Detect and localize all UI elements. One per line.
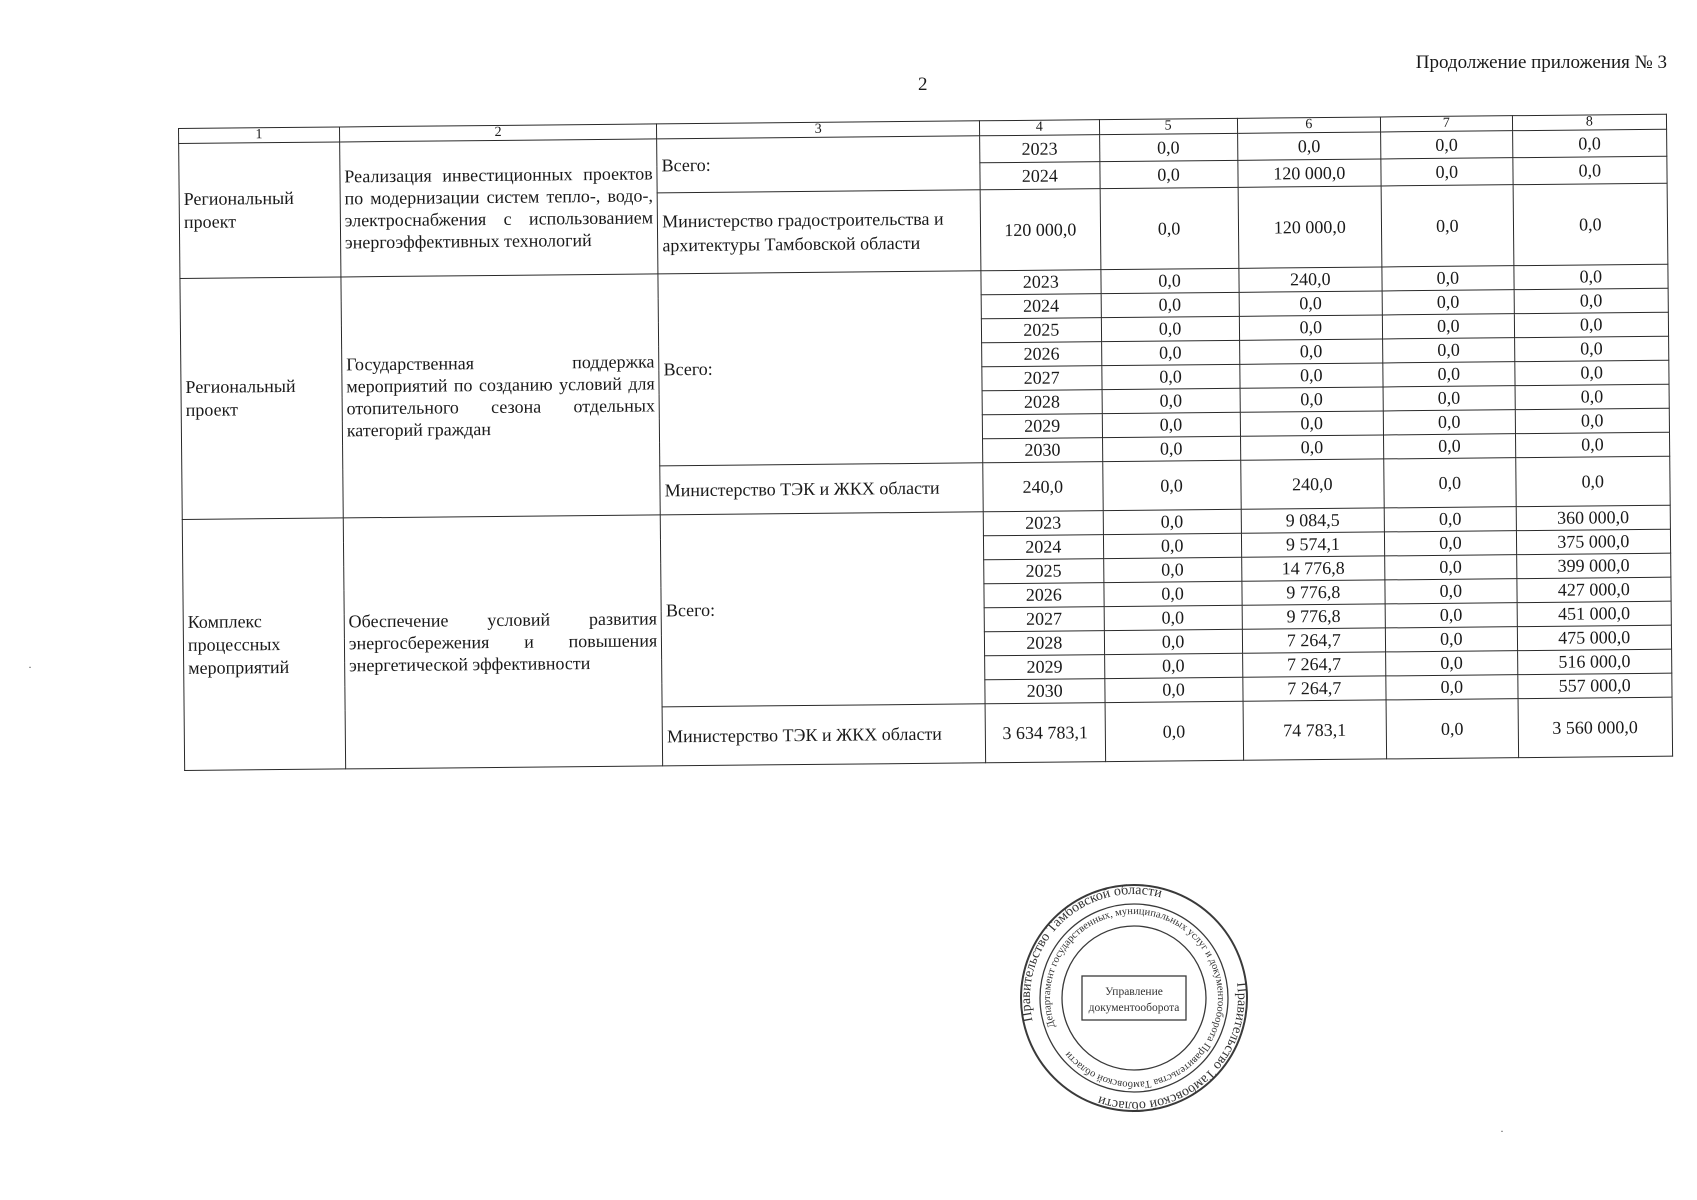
value-cell: 0,0 — [1099, 133, 1237, 161]
seal-center-line2: документооборота — [1088, 1002, 1180, 1014]
value-cell: 0,0 — [1383, 410, 1515, 435]
value-cell: 0,0 — [1099, 160, 1237, 188]
value-cell: 0,0 — [1385, 555, 1517, 580]
year-cell: 2026 — [982, 342, 1102, 367]
value-cell: 0,0 — [1382, 314, 1514, 339]
year-cell: 2023 — [981, 270, 1101, 295]
year-cell: 2027 — [982, 366, 1102, 391]
value-cell: 0,0 — [1515, 384, 1670, 409]
value-cell: 9 776,8 — [1242, 580, 1386, 605]
column-header: 5 — [1099, 118, 1237, 134]
value-cell: 0,0 — [1104, 677, 1242, 702]
value-cell: 475 000,0 — [1517, 625, 1672, 650]
value-cell: 0,0 — [1101, 292, 1239, 317]
year-cell: 2024 — [983, 535, 1103, 560]
executor-value-cell: 74 783,1 — [1243, 700, 1387, 760]
section-name-cell: Обеспечение условий развития энергосбережения и повышения энергетической эффективности — [343, 515, 663, 769]
value-cell: 0,0 — [1102, 388, 1240, 413]
executor-value-cell: 120 000,0 — [980, 189, 1100, 271]
section-name-cell: Государственная поддержка мероприятий по созданию условий для отопительного сезона отдельных категорий граждан — [341, 274, 661, 518]
value-cell: 360 000,0 — [1516, 505, 1671, 530]
value-cell: 0,0 — [1382, 290, 1514, 315]
column-header: 2 — [339, 124, 657, 142]
executor-value-cell: 0,0 — [1100, 187, 1239, 269]
section-type-cell: Региональный проект — [179, 142, 341, 279]
value-cell: 9 776,8 — [1242, 604, 1386, 629]
value-cell: 0,0 — [1104, 581, 1242, 606]
value-cell: 7 264,7 — [1242, 676, 1386, 701]
value-cell: 14 776,8 — [1241, 556, 1385, 581]
value-cell: 240,0 — [1239, 267, 1383, 292]
section-type-cell: Комплекс процессных мероприятий — [182, 518, 345, 771]
value-cell: 0,0 — [1514, 360, 1669, 385]
total-label-cell: Всего: — [657, 136, 980, 193]
executor-value-cell: 3 560 000,0 — [1518, 697, 1673, 757]
value-cell: 0,0 — [1513, 264, 1668, 289]
executor-value-cell: 0,0 — [1386, 699, 1518, 759]
year-cell: 2024 — [981, 294, 1101, 319]
value-cell: 0,0 — [1514, 312, 1669, 337]
total-label-cell: Всего: — [660, 512, 985, 707]
value-cell: 516 000,0 — [1517, 649, 1672, 674]
value-cell: 0,0 — [1383, 338, 1515, 363]
year-cell: 2026 — [984, 583, 1104, 608]
value-cell: 0,0 — [1239, 363, 1383, 388]
continuation-note: Продолжение приложения № 3 — [1415, 52, 1667, 73]
value-cell: 451 000,0 — [1517, 601, 1672, 626]
value-cell: 0,0 — [1386, 651, 1518, 676]
value-cell: 375 000,0 — [1516, 529, 1671, 554]
year-cell: 2029 — [985, 655, 1105, 680]
value-cell: 0,0 — [1385, 531, 1517, 556]
value-cell: 0,0 — [1101, 316, 1239, 341]
year-cell: 2029 — [982, 414, 1102, 439]
seal-outer-text: Правительство Тамбовской области — [1018, 882, 1164, 1023]
year-cell: 2024 — [980, 162, 1100, 190]
value-cell: 0,0 — [1103, 557, 1241, 582]
value-cell: 427 000,0 — [1516, 577, 1671, 602]
executor-value-cell: 0,0 — [1384, 458, 1516, 508]
section-type-cell: Региональный проект — [180, 277, 343, 520]
value-cell: 7 264,7 — [1242, 628, 1386, 653]
value-cell: 0,0 — [1101, 340, 1239, 365]
value-cell: 0,0 — [1514, 288, 1669, 313]
value-cell: 120 000,0 — [1237, 159, 1381, 187]
executor-value-cell: 0,0 — [1381, 185, 1513, 267]
value-cell: 0,0 — [1512, 156, 1667, 184]
value-cell: 0,0 — [1103, 533, 1241, 558]
column-header: 1 — [179, 127, 340, 144]
value-cell: 9 574,1 — [1241, 532, 1385, 557]
executor-value-cell: 0,0 — [1102, 460, 1240, 510]
value-cell: 0,0 — [1101, 364, 1239, 389]
value-cell: 0,0 — [1239, 339, 1383, 364]
value-cell: 0,0 — [1382, 266, 1514, 291]
executor-value-cell: 0,0 — [1513, 183, 1668, 265]
value-cell: 557 000,0 — [1517, 673, 1672, 698]
official-seal — [1018, 882, 1250, 1114]
value-cell: 0,0 — [1385, 627, 1517, 652]
executor-value-cell: 240,0 — [983, 462, 1103, 512]
value-cell: 9 084,5 — [1241, 508, 1385, 533]
column-header: 3 — [657, 121, 980, 139]
value-cell: 0,0 — [1237, 132, 1381, 160]
value-cell: 0,0 — [1104, 653, 1242, 678]
total-label-cell: Всего: — [658, 271, 983, 466]
year-cell: 2027 — [984, 607, 1104, 632]
value-cell: 0,0 — [1240, 411, 1384, 436]
column-header: 4 — [980, 120, 1100, 136]
value-cell: 0,0 — [1383, 386, 1515, 411]
value-cell: 0,0 — [1383, 362, 1515, 387]
value-cell: 399 000,0 — [1516, 553, 1671, 578]
value-cell: 0,0 — [1104, 629, 1242, 654]
value-cell: 0,0 — [1100, 268, 1238, 293]
value-cell: 0,0 — [1381, 131, 1513, 159]
year-cell: 2028 — [984, 631, 1104, 656]
executor-value-cell: 240,0 — [1240, 459, 1384, 509]
value-cell: 0,0 — [1385, 603, 1517, 628]
seal-inner-text: Департамент государственных, муниципальных услуг и документооборота Правительства Тамбовской области — [1041, 905, 1227, 1091]
value-cell: 0,0 — [1514, 336, 1669, 361]
seal-center-line1: Управление — [1105, 986, 1163, 998]
executor-name-cell: Министерство градостроительства и архитектуры Тамбовской области — [657, 190, 981, 274]
page-number: 2 — [918, 74, 928, 95]
seal-outer-text-bottom: Правительство Тамбовской области — [1096, 981, 1250, 1114]
column-header: 8 — [1512, 114, 1667, 130]
year-cell: 2023 — [980, 135, 1100, 163]
value-cell: 0,0 — [1512, 129, 1667, 157]
executor-name-cell: Министерство ТЭК и ЖКХ области — [662, 704, 985, 766]
column-header: 7 — [1381, 116, 1513, 132]
funding-table — [178, 114, 1673, 771]
value-cell: 0,0 — [1239, 291, 1383, 316]
executor-value-cell: 0,0 — [1105, 701, 1244, 761]
value-cell: 0,0 — [1102, 412, 1240, 437]
year-cell: 2025 — [981, 318, 1101, 343]
column-header: 6 — [1237, 117, 1381, 133]
value-cell: 0,0 — [1386, 675, 1518, 700]
year-cell: 2030 — [985, 679, 1105, 704]
year-cell: 2025 — [984, 559, 1104, 584]
executor-value-cell: 120 000,0 — [1238, 186, 1382, 268]
value-cell: 0,0 — [1515, 432, 1670, 457]
executor-value-cell: 0,0 — [1515, 456, 1670, 506]
value-cell: 0,0 — [1384, 434, 1516, 459]
value-cell: 7 264,7 — [1242, 652, 1386, 677]
value-cell: 0,0 — [1104, 605, 1242, 630]
year-cell: 2028 — [982, 390, 1102, 415]
value-cell: 0,0 — [1381, 158, 1513, 186]
value-cell: 0,0 — [1102, 436, 1240, 461]
value-cell: 0,0 — [1240, 387, 1384, 412]
value-cell: 0,0 — [1515, 408, 1670, 433]
value-cell: 0,0 — [1239, 315, 1383, 340]
executor-value-cell: 3 634 783,1 — [985, 703, 1105, 763]
section-name-cell: Реализация инвестиционных проектов по модернизации систем тепло-, водо-, электроснабжения с использованием энергоэффективных технологий — [340, 139, 659, 277]
value-cell: 0,0 — [1240, 435, 1384, 460]
scan-speck: · — [28, 660, 32, 674]
executor-name-cell: Министерство ТЭК и ЖКХ области — [660, 463, 983, 515]
scan-speck: · — [1500, 1124, 1504, 1138]
value-cell: 0,0 — [1384, 507, 1516, 532]
year-cell: 2030 — [983, 438, 1103, 463]
year-cell: 2023 — [983, 511, 1103, 536]
value-cell: 0,0 — [1103, 509, 1241, 534]
value-cell: 0,0 — [1385, 579, 1517, 604]
